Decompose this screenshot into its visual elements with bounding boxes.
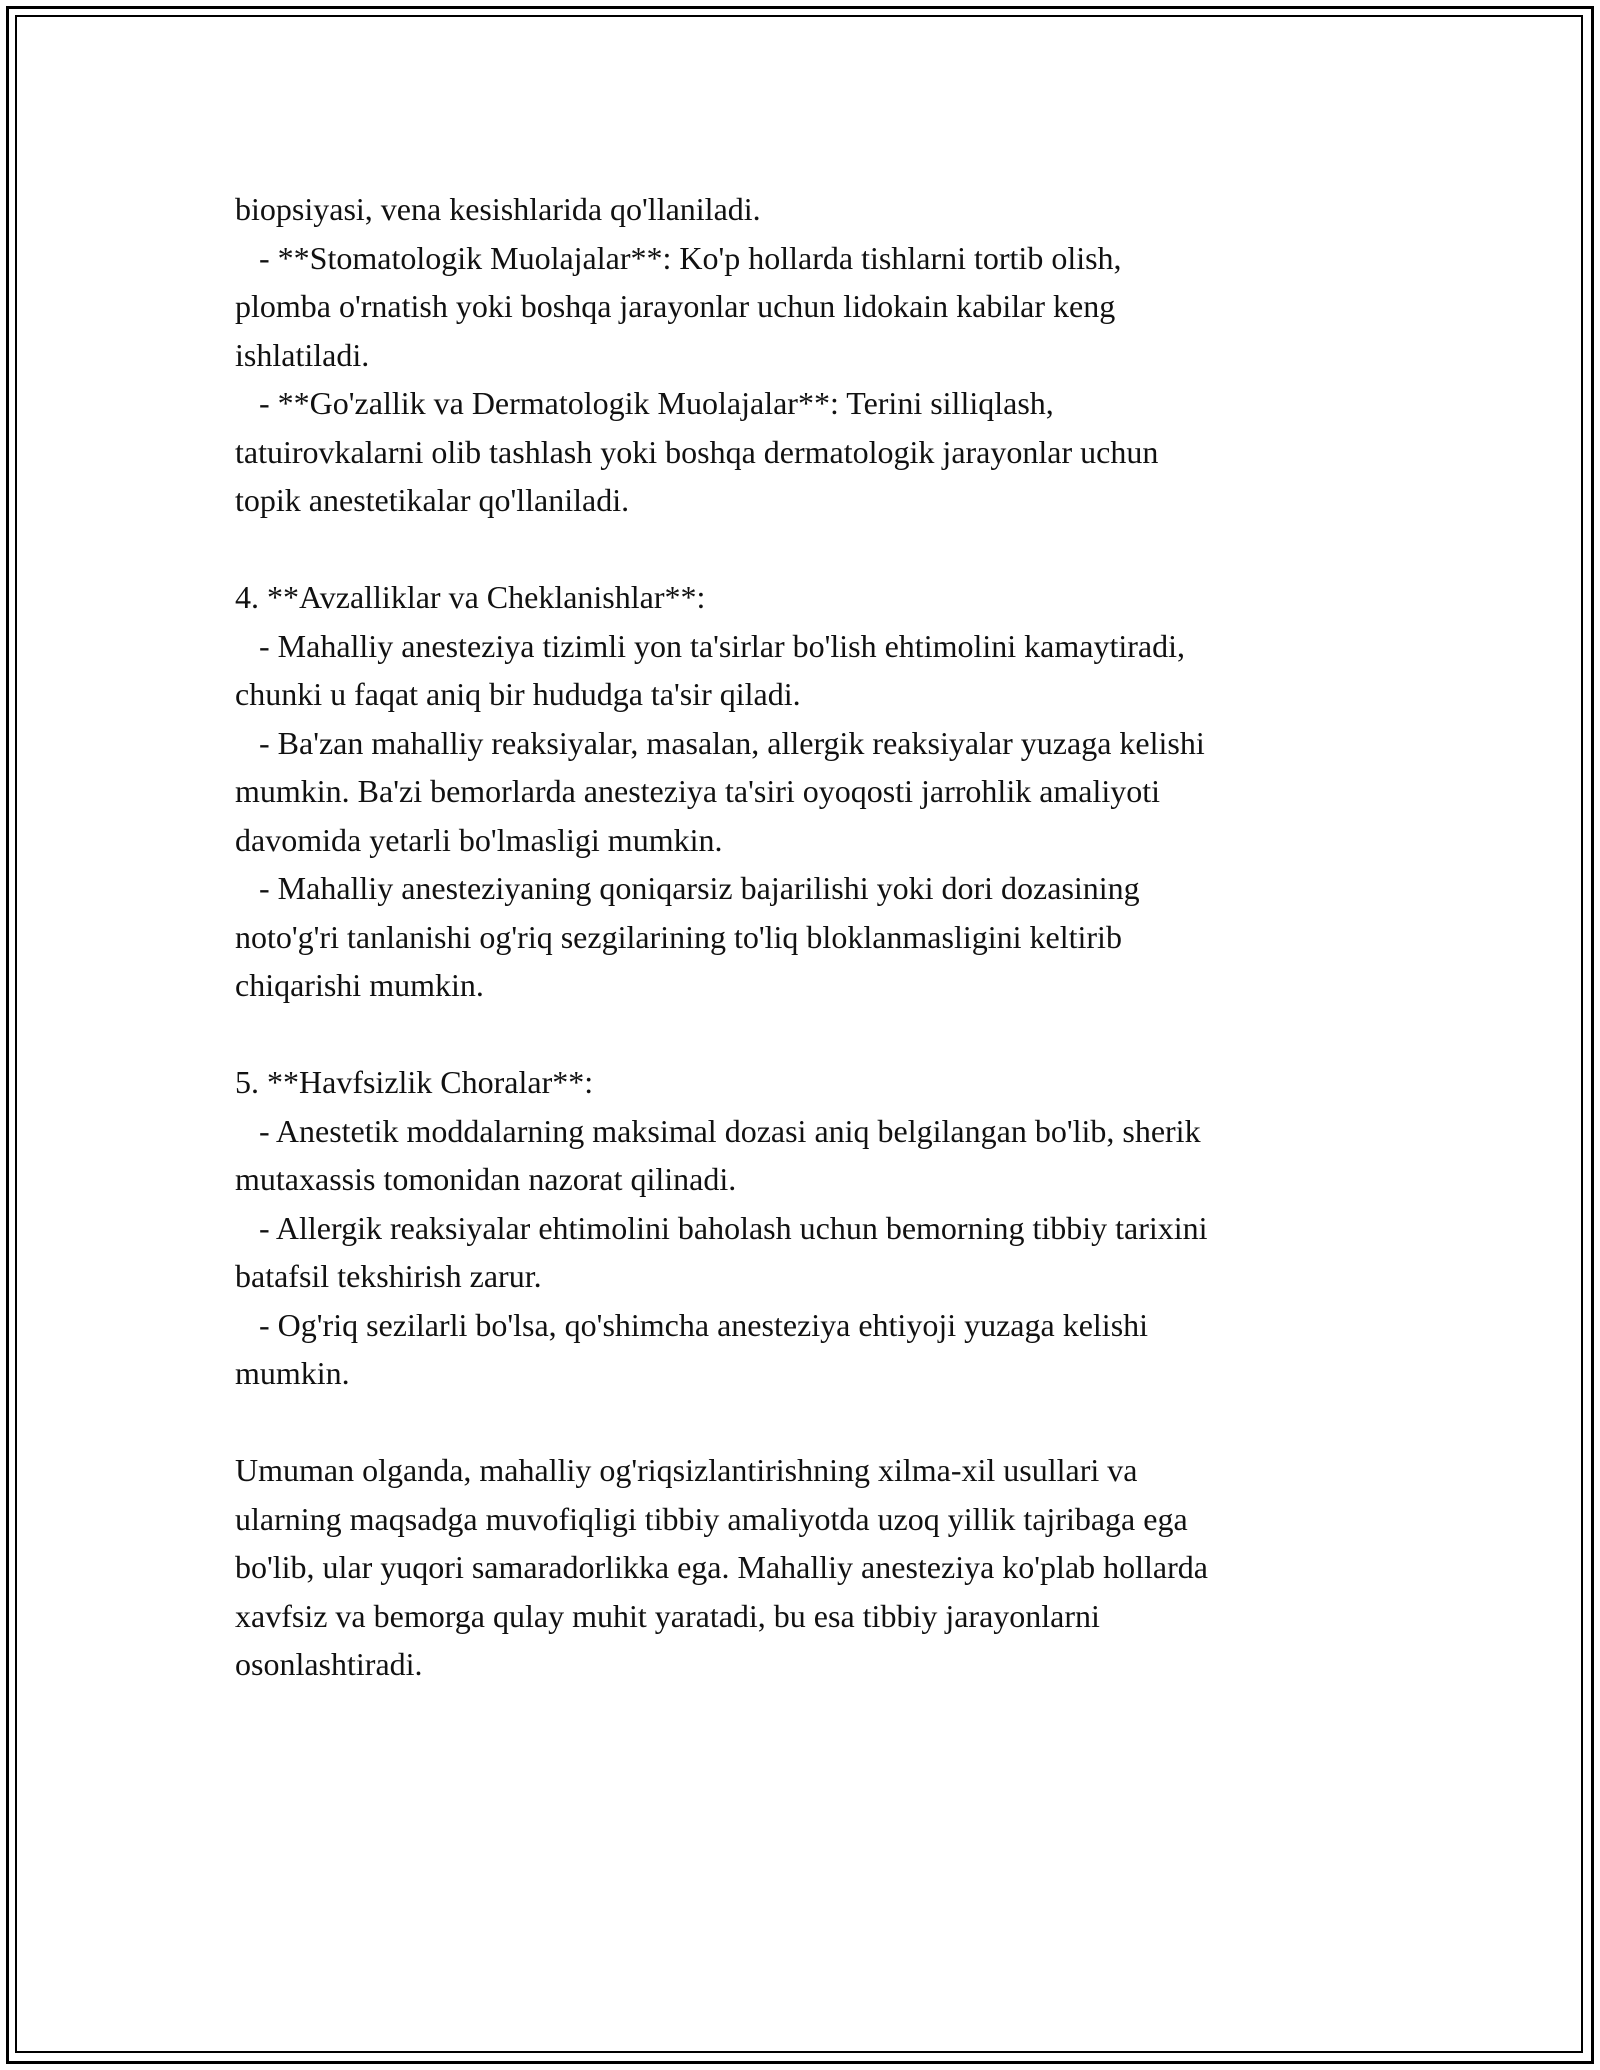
text-line: - **Stomatologik Muolajalar**: Ko'p hollarda tishlarni tortib olish, [235,239,1122,276]
text-line: noto'g'ri tanlanishi og'riq sezgilarining to'liq bloklanmasligini keltirib [235,918,1122,955]
text-line: - Mahalliy anesteziya tizimli yon ta'sirlar bo'lish ehtimolini kamaytiradi, [235,627,1185,664]
text-line: batafsil tekshirish zarur. [235,1258,542,1294]
text-line: chunki u faqat aniq bir hududga ta'sir qiladi. [235,676,801,712]
text-line: osonlashtiradi. [235,1646,423,1682]
text-line: mumkin. Ba'zi bemorlarda anesteziya ta'siri oyoqosti jarrohlik amaliyoti [235,773,1161,809]
text-line: davomida yetarli bo'lmasligi mumkin. [235,821,723,858]
text-line: - Anestetik moddalarning maksimal dozasi aniq belgilangan bo'lib, sherik [235,1112,1201,1149]
blank-line [235,1398,1395,1447]
text-line: - Mahalliy anesteziyaning qoniqarsiz bajarilishi yoki dori dozasining [235,870,1140,906]
text-line: chiqarishi mumkin. [235,967,484,1003]
document-body [235,185,1395,1689]
text-line: bo'lib, ular yuqori samaradorlikka ega. Mahalliy anesteziya ko'plab hollarda [235,1549,1208,1585]
text-line: - Allergik reaksiyalar ehtimolini baholash uchun bemorning tibbiy tarixini [235,1209,1208,1246]
text-line: - Ba'zan mahalliy reaksiyalar, masalan, allergik reaksiyalar yuzaga kelishi [235,724,1205,761]
text-line: mumkin. [235,1355,350,1391]
text-line: topik anestetikalar qo'llaniladi. [235,482,630,518]
text-line: - **Go'zallik va Dermatologik Muolajalar**: Terini silliqlash, [235,385,1054,421]
text-line: mutaxassis tomonidan nazorat qilinadi. [235,1161,737,1197]
blank-line [235,1010,1395,1059]
text-line: tatuirovkalarni olib tashlash yoki boshqa dermatologik jarayonlar uchun [235,433,1159,470]
section-heading: 5. **Havfsizlik Choralar**: [235,1064,594,1100]
section-heading: 4. **Avzalliklar va Cheklanishlar**: [235,579,706,615]
text-line: ishlatiladi. [235,336,370,373]
text-line: xavfsiz va bemorga qulay muhit yaratadi, bu esa tibbiy jarayonlarni [235,1597,1100,1634]
text-line: - Og'riq sezilarli bo'lsa, qo'shimcha anesteziya ehtiyoji yuzaga kelishi [235,1306,1149,1343]
text-line: ularning maqsadga muvofiqligi tibbiy amaliyotda uzoq yillik tajribaga ega [235,1500,1188,1537]
text-line: Umuman olganda, mahalliy og'riqsizlantirishning xilma-xil usullari va [235,1452,1138,1488]
text-line: biopsiyasi, vena kesishlarida qo'llaniladi. [235,191,761,227]
text-line: plomba o'rnatish yoki boshqa jarayonlar uchun lidokain kabilar keng [235,288,1116,324]
blank-line [235,525,1395,574]
